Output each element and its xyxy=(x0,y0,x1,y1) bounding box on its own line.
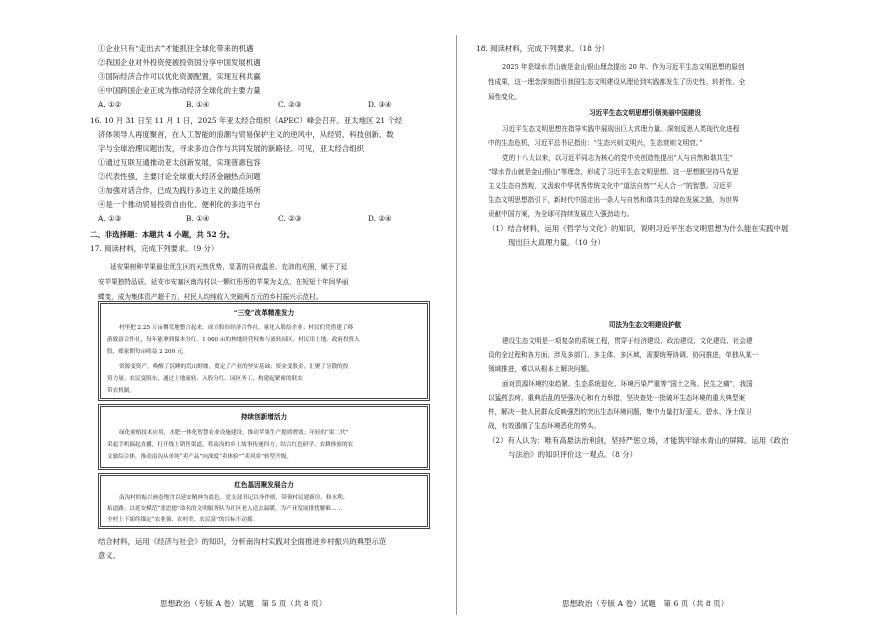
q16-choice-d: D. ②④ xyxy=(368,214,392,223)
q15-option-1: ①企业只有“走出去”才能抓住全球化带来的机遇 xyxy=(98,44,254,53)
material-2-line-7: 战，有效遏制了生态环境恶化的势头。 xyxy=(488,422,601,430)
material-2-line-1: 建设生态文明是一项复杂的系统工程，贯穿于经济建设、政治建设、文化建设、社会建 xyxy=(502,337,753,345)
q16-option-4: ④是一个推动贸易投资自由化、便利化的多边平台 xyxy=(98,200,261,209)
q17-task-1: 结合材料，运用《经济与社会》的知识，分析南沟村实践对全面推进乡村振兴的典型示范 xyxy=(98,537,387,546)
material-box-2 xyxy=(100,406,428,468)
q16-option-2: ②代表性强，主要讨论全球重大经济金融热点问题 xyxy=(98,172,261,181)
q16-choice-b: B. ①④ xyxy=(186,214,210,223)
q15-choice-c: C. ②③ xyxy=(278,100,302,109)
q16-option-1: ①通过互联互通推动亚太创新发展，实现普惠包容 xyxy=(98,158,261,167)
material-2-line-3: 领域推进，难以从根本上解决问题。 xyxy=(488,365,594,373)
box2-line-2: 采起手机搞起直播，打开线上销售渠道，将南沟的乡土故事传递四方；结合红色研学、农耕体验的农 xyxy=(107,442,354,448)
box2-line-1: 绿化密植技术应用，水肥一体化智慧农业设施建设，推动苹果生产提质增效；年轻的“果二代” xyxy=(119,430,349,436)
material-1-line-7: 贡献中国方案，为全球可持续发展注入强劲动力。 xyxy=(488,210,634,218)
page-divider xyxy=(456,35,457,615)
q17-heading: 17. 阅读材料，完成下列要求。（9 分） xyxy=(90,244,219,253)
q18-intro-1: 2025 年是绿水青山就是金山银山理念提出 20 年。作为习近平生态文明思想的原创 xyxy=(502,63,745,71)
box1-line-5: 资力量；农民变股东，通过土地流转、入股分红、园区务工，构建起紧密的联农 xyxy=(107,376,303,382)
material-2-line-6: 件，解决一批人民群众反映强烈的突出生态环境问题，集中力量打好蓝天、碧水、净土保卫 xyxy=(488,408,752,416)
material-1-line-3: 党的十八大以来，以习近平同志为核心的党中央创造性提出“人与自然和谐共生” xyxy=(502,154,733,162)
question-1-line-1: （1）结合材料，运用《哲学与文化》的知识，说明习近平生态文明思想为什么能在实践中展 xyxy=(488,224,789,233)
q16-stem-2: 济体领导人再度聚首，在人工智能的浪潮与贸易保护主义的逆风中，从经贸、科技创新、数 xyxy=(98,130,394,139)
footer-page-6: 思想政治（专版 A 卷）试题 第 6 页（共 8 页） xyxy=(562,599,729,608)
box1-line-2: 游致富合作社，每年能拿到保本分红。1 060 亩的林地经营权参与流转园区，村民用土地，政府投资入 xyxy=(107,337,360,343)
material-box-3 xyxy=(100,475,428,527)
q16-choice-c: C. ②③ xyxy=(278,214,302,223)
box3-line-2: 拓道路；以延安模范“张思德”命名的文明服务队为社区老人送去温暖，为产业发展排忧解难…… xyxy=(107,506,343,512)
q17-task-2: 意义。 xyxy=(98,551,121,560)
box2-title: 持续创新增活力 xyxy=(240,413,288,421)
box1-line-3: 股，账家期每亩收益 2 200 元。 xyxy=(107,349,189,355)
q16-stem-1: 16. 10 月 31 日至 11 月 1 日，2025 年亚太经合组织（APEC）峰会召开。亚太地区 21 个经 xyxy=(90,116,403,125)
question-1-line-2: 现出巨大真理力量。（10 分） xyxy=(508,238,605,247)
q15-choice-b: B. ①④ xyxy=(186,100,210,109)
q16-option-3: ③加强对话合作，已成为践行多边主义的最佳场所 xyxy=(98,186,261,195)
q17-intro-1: 延安果树种苹果最佳优生区的天然优势，显著的昼夜温差、充沛的光照，赋予了延 xyxy=(110,263,348,271)
box2-line-3: 文旅综合体，推动南沟从单纯“卖产品”向深度“卖体验”“卖风景”转型升级。 xyxy=(107,454,292,460)
box3-line-1: 南沟村的振兴画卷饱含以延安精神为底色。党支部书记以身作则，带领村民建新房、修水利、 xyxy=(119,495,349,501)
q15-option-4: ④中国跨国企业正成为推动经济全球化的主要力量 xyxy=(98,86,261,95)
q15-option-3: ③国际经济合作可以优化资源配置，实现互利共赢 xyxy=(98,72,261,81)
material-1-line-1: 习近平生态文明思想在指导实践中展现出巨大真理力量。深刻反思人类现代化进程 xyxy=(502,125,740,133)
question-2-line-2: 与法治》的知识评价这一观点。（8 分） xyxy=(508,450,637,459)
box1-line-1: 村里把 2.25 万亩撂荒地整合起来，成立股份经济合作社，量化入股给企业；村民们凭借建了移 xyxy=(119,325,354,331)
material-2-line-4: 面对资源环境约束趋紧、生态系统退化、环境污染严重等“国土之殇、民生之痛”，我国 xyxy=(502,380,753,388)
q18-heading: 18. 阅读材料，完成下列要求。（18 分） xyxy=(476,44,610,53)
material-1-line-5: 主义生态自然观，又汲取中华优秀传统文化中“道法自然”“天人合一”的智慧。习近平 xyxy=(488,182,733,190)
material-box-1 xyxy=(100,303,428,399)
q15-choice-d: D. ③④ xyxy=(368,100,392,109)
question-2-line-1: （2）有人认为：唯有高悬法治利剑，坚持严惩立场，才能筑牢绿水青山的屏障。运用《政治 xyxy=(488,436,789,445)
box1-line-4: 资源变资产，唤醒了沉睡的荒山野坡，奠定了产业的坚实基础；资金变股金，汇聚了分散的投 xyxy=(119,364,349,370)
material-2-title: 司法为生态文明建设护航 xyxy=(608,321,682,329)
section-2-heading: 二、非选择题：本题共 4 小题，共 52 分。 xyxy=(90,230,234,239)
box3-line-3: 全村上下始终锚定“农业强、农村美、农民富”的目标不动摇。 xyxy=(107,517,259,523)
material-1-line-6: 生态文明思想指引下，新时代中国走出一条人与自然和谐共生的绿色发展之路，为世界 xyxy=(488,196,739,204)
material-2-line-5: 以猛药去疴、重典治乱的坚强决心和有力举措，坚决查处一批破坏生态环境的重大典型案 xyxy=(488,394,746,402)
material-1-line-2: 中的生态危机，习近平总书记指出：“生态兴则文明兴，生态衰则文明衰。” xyxy=(488,139,703,147)
q15-option-2: ②我国企业对外投资使被投资国分享中国发展机遇 xyxy=(98,58,261,67)
q16-stem-3: 字与全球治理议题出发，寻求多边合作与共同发展的新路径。可见，亚太经合组织 xyxy=(98,144,365,153)
material-1-line-4: “绿水青山就是金山银山”等理念，形成了习近平生态文明思想。这一思想既坚持马克思 xyxy=(488,168,739,176)
q16-choice-a: A. ①③ xyxy=(98,214,122,223)
q15-choice-a: A. ①② xyxy=(98,100,122,109)
box1-line-6: 带农机制。 xyxy=(107,388,135,394)
box3-title: 红色基因聚发展合力 xyxy=(234,481,294,489)
q18-intro-2: 性成果，这一理念深刻指引我国生态文明建设从理论到实践都发生了历史性、转折性、全 xyxy=(488,78,746,86)
box1-title: “三变”改革精准发力 xyxy=(233,309,295,317)
footer-page-5: 思想政治（专版 A 卷）试题 第 5 页（共 8 页） xyxy=(160,599,327,608)
q17-intro-3: 蝶变，成为集体资产超千万，村民人均纯收入突破两万元的乡村振兴示范村。 xyxy=(98,293,323,301)
q17-intro-2: 安苹果独特品质。延安市安塞区南沟村以一颗红彤彤的苹果为支点，在短短十年间华丽 xyxy=(98,278,349,286)
q18-intro-3: 局性变化。 xyxy=(488,93,521,101)
material-2-line-2: 设的全过程和各方面，涉及多部门、多主体、多区域，需要统筹协调、协同推进，单独从某一 xyxy=(488,351,759,359)
material-1-title: 习近平生态文明思想引领美丽中国建设 xyxy=(588,109,702,117)
